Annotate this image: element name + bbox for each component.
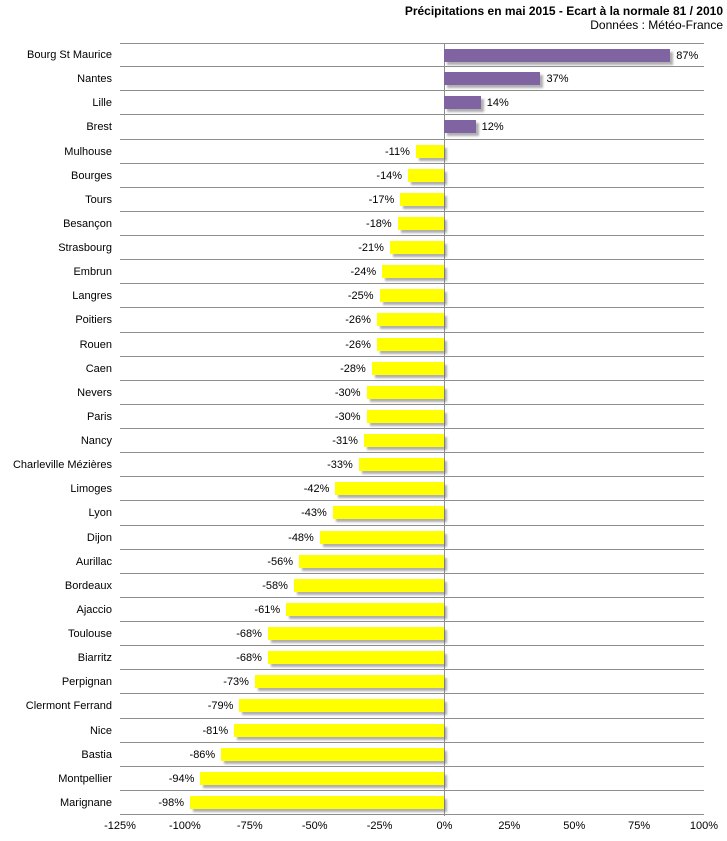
row-plot [120,357,704,381]
category-label: Lille [92,97,112,110]
x-tick-label: -75% [236,820,263,832]
row-plot [120,477,704,501]
x-tick-label: 25% [498,820,521,832]
row-plot [120,91,704,115]
category-label: Bastia [81,748,112,761]
value-label: -81% [202,724,229,737]
value-label: -21% [358,242,384,254]
category-label: Bordeaux [64,579,112,592]
bar-negative [268,627,444,640]
value-label: -30% [334,410,361,423]
chart-row [0,284,704,308]
row-plot [120,164,704,188]
bar-negative [377,338,444,351]
category-label: Biarritz [77,652,112,665]
value-label: 87% [676,50,699,62]
bar-negative [294,579,445,592]
x-tick-label: 0% [436,820,453,832]
chart-row [0,453,704,477]
category-label: Caen [85,362,112,375]
row-plot [120,188,704,212]
row-plot [120,429,704,453]
row-plot [120,501,704,525]
row-plot [120,646,704,670]
row-plot [120,574,704,598]
bar-positive [444,96,480,109]
chart-row [0,743,704,767]
bar-negative [286,603,444,616]
value-label: -58% [262,579,288,592]
bar-negative [408,169,444,182]
row-plot [120,526,704,550]
category-label: Perpignan [61,676,112,689]
row-plot [120,453,704,477]
x-tick-label: -50% [301,820,328,832]
chart-row [0,719,704,743]
row-plot [120,791,704,815]
category-label: Nantes [77,73,112,86]
row-plot [120,550,704,574]
category-label: Marignane [60,796,112,809]
x-tick-label: -25% [366,820,393,832]
chart-row [0,308,704,332]
value-label: -79% [207,700,234,713]
chart-row [0,791,704,815]
bar-negative [367,410,445,423]
row-plot [120,308,704,332]
bar-negative [364,434,444,447]
bar-negative [268,651,444,664]
chart-row [0,574,704,598]
bar-negative [398,217,445,230]
value-label: -73% [223,676,249,689]
category-label: Aurillac [75,555,112,568]
category-label: Dijon [86,531,112,544]
value-label: -26% [345,314,371,327]
plot-area [0,43,704,815]
chart-row [0,670,704,694]
x-tick-label: 100% [689,820,719,832]
bar-negative [200,772,444,785]
category-label: Ajaccio [76,603,112,616]
chart-row [0,43,704,67]
row-plot [120,212,704,236]
row-plot [120,67,704,91]
row-plot [120,43,704,67]
chart-row [0,429,704,453]
category-label: Langres [72,290,112,303]
value-label: -43% [301,507,327,520]
row-plot [120,284,704,308]
category-label: Tours [85,193,112,206]
category-label: Nancy [80,435,112,448]
value-label: -61% [254,603,281,616]
bar-negative [320,531,445,544]
bar-negative [359,458,445,471]
category-label: Strasbourg [58,242,112,255]
category-label: Montpellier [58,772,112,785]
chart-row [0,526,704,550]
chart-row [0,501,704,525]
chart-row [0,115,704,139]
chart-row [0,477,704,501]
chart-row [0,67,704,91]
bar-negative [234,724,444,737]
category-label: Brest [86,121,112,134]
x-tick-label: 75% [628,820,651,832]
bar-negative [367,386,445,399]
x-tick-label: -100% [168,820,201,832]
chart-row [0,140,704,164]
bar-negative [333,506,445,519]
chart-row [0,405,704,429]
chart-row [0,381,704,405]
value-label: -56% [267,555,294,568]
chart-row [0,91,704,115]
row-plot [120,381,704,405]
chart-row [0,260,704,284]
chart-row [0,164,704,188]
bar-negative [400,193,444,206]
bar-negative [255,675,444,688]
value-label: -26% [345,338,371,351]
chart-row [0,550,704,574]
value-label: -94% [168,772,195,785]
bar-negative [416,145,445,158]
row-plot [120,767,704,791]
row-plot [120,333,704,357]
category-label: Limoges [70,483,112,496]
row-plot [120,260,704,284]
row-plot [120,140,704,164]
value-label: -48% [288,531,314,544]
bar-positive [444,120,475,133]
chart-row [0,646,704,670]
row-plot [120,622,704,646]
row-plot [120,405,704,429]
value-label: -68% [236,628,262,640]
row-plot [120,115,704,139]
category-label: Rouen [79,338,112,351]
x-axis [0,820,727,836]
value-label: -30% [334,386,361,399]
chart-title: Précipitations en mai 2015 - Ecart à la normale 81 / 2010 [404,4,723,18]
category-label: Paris [86,410,112,423]
bar-positive [444,72,540,85]
chart-header [405,4,723,32]
value-label: -86% [189,748,216,761]
category-label: Nevers [77,386,112,399]
chart-row [0,212,704,236]
row-plot [120,598,704,622]
chart-row [0,767,704,791]
category-label: Poitiers [75,314,112,327]
value-label: -17% [368,193,395,206]
row-plot [120,670,704,694]
bar-negative [377,313,444,326]
bar-negative [380,289,445,302]
value-label: -33% [327,459,353,472]
value-label: -24% [350,266,377,279]
chart-row [0,694,704,718]
value-label: -42% [303,483,330,496]
row-plot [120,694,704,718]
bar-negative [190,796,444,809]
chart-subtitle: Données : Météo-France [590,18,723,32]
chart-row [0,357,704,381]
category-label: Charleville Mézières [12,459,112,472]
value-label: -28% [340,362,366,375]
bar-negative [299,555,444,568]
category-label: Mulhouse [64,145,112,158]
value-label: -25% [347,290,374,303]
value-label: -11% [385,145,410,158]
row-plot [120,236,704,260]
bar-negative [390,241,445,254]
bar-positive [444,49,670,62]
category-label: Clermont Ferrand [25,700,112,713]
category-label: Besançon [63,217,112,230]
value-label: 37% [546,73,569,86]
category-label: Bourg St Maurice [27,49,112,62]
value-label: 12% [481,121,504,134]
category-label: Toulouse [67,628,112,641]
value-label: -68% [236,652,262,665]
bar-negative [382,265,444,278]
value-label: 14% [486,97,509,110]
category-label: Lyon [88,507,112,520]
value-label: -31% [332,435,358,447]
category-label: Embrun [73,266,112,279]
x-tick-label: -125% [104,820,136,832]
chart-row [0,333,704,357]
value-label: -98% [158,796,185,809]
value-label: -14% [376,169,403,182]
bar-negative [335,482,444,495]
bar-negative [372,362,445,375]
row-plot [120,719,704,743]
bar-negative [239,699,444,712]
chart-row [0,598,704,622]
category-label: Nice [89,724,112,737]
chart-row [0,188,704,212]
row-plot [120,743,704,767]
value-label: -18% [366,217,392,230]
chart-row [0,236,704,260]
category-label: Bourges [71,169,112,182]
bar-negative [221,748,444,761]
chart-row [0,622,704,646]
x-tick-label: 50% [563,820,586,832]
